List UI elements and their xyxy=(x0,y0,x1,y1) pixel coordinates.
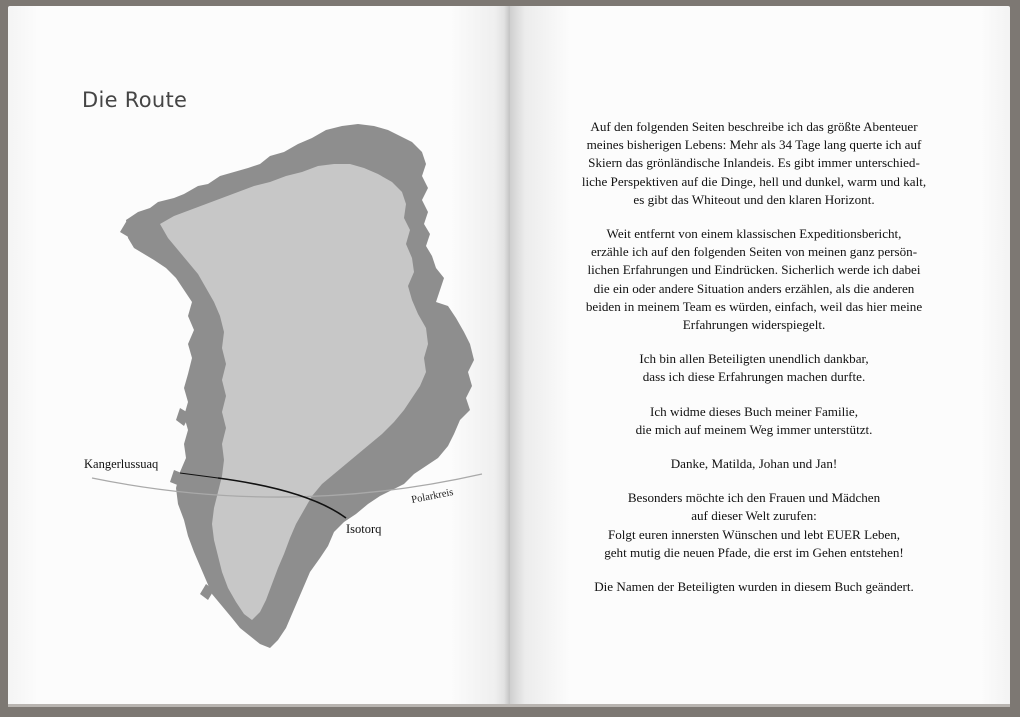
text-line: erzähle ich auf den folgenden Seiten von meinen ganz persön- xyxy=(590,244,918,260)
paragraph-names-thanks xyxy=(530,455,978,473)
map-label-isotorq: Isotorq xyxy=(346,522,382,536)
page-title: Die Route xyxy=(82,88,188,112)
text-line: Danke, Matilda, Johan und Jan! xyxy=(670,456,838,472)
left-page xyxy=(8,6,510,707)
text-line: Folgt euren innersten Wünschen und lebt EUER Leben, xyxy=(607,526,901,542)
foreword-text xyxy=(530,118,978,612)
text-line: dass ich diese Erfahrungen machen durfte. xyxy=(642,369,866,385)
paragraph-expedition xyxy=(530,225,978,334)
text-line: Auf den folgenden Seiten beschreibe ich das größte Abenteuer xyxy=(590,119,918,134)
text-line: Die Namen der Beteiligten wurden in diesem Buch geändert. xyxy=(594,579,914,595)
paragraph-dedication xyxy=(530,403,978,439)
text-line: Ich widme dieses Buch meiner Familie, xyxy=(650,403,858,419)
page-edges xyxy=(8,704,1010,707)
text-line: meines bisherigen Lebens: Mehr als 34 Tage lang querte ich auf xyxy=(586,137,922,153)
paragraph-disclaimer xyxy=(530,578,978,596)
text-line: Erfahrungen widerspiegelt. xyxy=(682,317,826,333)
text-line: lichen Erfahrungen und Eindrücken. Sicherlich werde ich dabei xyxy=(587,262,921,278)
text-line: liche Perspektiven auf die Dinge, hell und dunkel, warm und kalt, xyxy=(581,173,927,189)
text-line: die mich auf meinem Weg immer unterstützt. xyxy=(635,421,873,437)
text-line: Ich bin allen Beteiligten unendlich dankbar, xyxy=(639,351,869,367)
text-line: geht mutig die neuen Pfade, die erst im Gehen entstehen! xyxy=(604,544,904,560)
text-line: Besonders möchte ich den Frauen und Mädchen xyxy=(627,490,881,506)
text-line: die ein oder andere Situation anders erzählen, als die anderen xyxy=(593,280,915,296)
text-line: beiden in meinem Team es würden, einfach, weil das hier meine xyxy=(585,298,923,314)
text-line: Skiern das grönländische Inlandeis. Es gibt immer unterschied- xyxy=(588,155,920,171)
greenland-map xyxy=(8,6,510,707)
text-line: auf dieser Welt zurufen: xyxy=(691,508,817,524)
paragraph-message xyxy=(530,489,978,562)
map-label-kangerlussuaq: Kangerlussuaq xyxy=(84,457,159,471)
map-label-polarkreis: Polarkreis xyxy=(410,487,455,506)
text-line: Weit entfernt von einem klassischen Expeditionsbericht, xyxy=(606,226,902,242)
paragraph-intro xyxy=(530,118,978,209)
text-line: es gibt das Whiteout und den klaren Horizont. xyxy=(633,191,875,207)
paragraph-thanks xyxy=(530,350,978,386)
